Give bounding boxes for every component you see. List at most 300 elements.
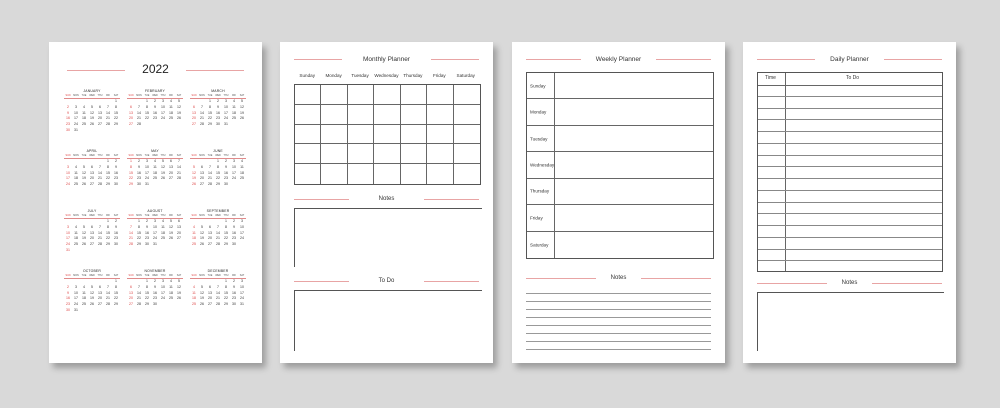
weekday-abbr: SUN xyxy=(65,274,71,277)
day-label: Tuesday xyxy=(530,136,548,142)
day-number: 19 xyxy=(82,176,86,181)
weekday-abbr: MON xyxy=(136,94,142,97)
time-slot[interactable] xyxy=(758,238,942,250)
day-number: 11 xyxy=(82,110,86,115)
day-number: 6 xyxy=(130,104,132,109)
day-number: 26 xyxy=(200,242,204,247)
day-number: 10 xyxy=(161,104,165,109)
month-block xyxy=(190,208,246,248)
time-slot[interactable] xyxy=(758,261,942,273)
day-cell[interactable] xyxy=(321,144,347,164)
weekday-abbr: MON xyxy=(199,274,205,277)
day-number: 13 xyxy=(129,110,133,115)
day-number: 20 xyxy=(208,296,212,301)
day-number: 2 xyxy=(233,219,235,223)
day-number: 8 xyxy=(115,284,117,289)
weekday-abbr: THU xyxy=(223,214,229,217)
day-cell[interactable] xyxy=(427,85,453,105)
weekday-abbr: TUE xyxy=(81,274,87,277)
daily-table xyxy=(757,72,943,272)
weekday-abbr: MON xyxy=(73,214,79,217)
day-number: 26 xyxy=(177,296,181,301)
day-number: 9 xyxy=(67,110,69,115)
day-cell[interactable] xyxy=(348,125,374,145)
day-number: 11 xyxy=(153,164,157,169)
day-number: 29 xyxy=(145,302,149,307)
day-number: 11 xyxy=(192,230,196,235)
day-number: 27 xyxy=(177,236,181,241)
day-number: 13 xyxy=(200,170,204,175)
day-number: 22 xyxy=(216,176,220,181)
month-name: AUGUST xyxy=(147,209,163,213)
time-slot[interactable] xyxy=(758,226,942,238)
day-number: 8 xyxy=(225,284,227,289)
note-line xyxy=(526,286,711,294)
day-cell[interactable] xyxy=(295,164,321,184)
notes-area[interactable] xyxy=(294,208,482,267)
day-number: 29 xyxy=(137,242,141,247)
day-number: 27 xyxy=(98,122,102,127)
day-number: 9 xyxy=(146,224,148,229)
day-row[interactable] xyxy=(527,179,713,205)
day-number: 30 xyxy=(66,127,70,132)
day-number: 21 xyxy=(137,116,141,121)
day-number: 19 xyxy=(200,296,204,301)
weekday-abbr: THU xyxy=(223,274,229,277)
day-number: 6 xyxy=(130,284,132,289)
day-cell[interactable] xyxy=(348,164,374,184)
weekday-abbr: WED xyxy=(89,94,95,97)
day-cell[interactable] xyxy=(321,164,347,184)
day-cell[interactable] xyxy=(295,85,321,105)
day-number: 17 xyxy=(161,110,165,115)
day-number: 15 xyxy=(208,110,212,115)
notes-lines[interactable] xyxy=(526,286,711,350)
day-number: 16 xyxy=(153,290,157,295)
day-number: 20 xyxy=(208,236,212,241)
day-number: 17 xyxy=(232,170,236,175)
day-number: 9 xyxy=(233,224,235,229)
day-row[interactable] xyxy=(527,126,713,152)
day-cell[interactable] xyxy=(374,85,400,105)
day-number: 29 xyxy=(216,182,220,187)
day-number: 1 xyxy=(107,159,109,163)
day-number: 20 xyxy=(129,296,133,301)
weekday-abbr: MON xyxy=(136,214,142,217)
day-number: 7 xyxy=(99,224,101,229)
day-number: 3 xyxy=(241,279,243,283)
day-number: 28 xyxy=(98,242,102,247)
weekday-label: Monday xyxy=(325,73,342,78)
day-number: 3 xyxy=(67,164,69,169)
day-number: 28 xyxy=(216,302,220,307)
day-cell[interactable] xyxy=(348,105,374,125)
weekday-abbr: TUE xyxy=(81,154,87,157)
month-name: FEBRUARY xyxy=(144,89,165,93)
day-number: 14 xyxy=(98,230,102,235)
day-number: 24 xyxy=(224,116,228,121)
time-slot[interactable] xyxy=(758,156,942,168)
day-cell[interactable] xyxy=(401,164,427,184)
day-grid xyxy=(190,99,246,128)
day-number: 28 xyxy=(208,182,212,187)
day-number: 30 xyxy=(232,302,236,307)
day-number: 24 xyxy=(161,116,165,121)
day-cell[interactable] xyxy=(427,125,453,145)
weekday-abbr: TUE xyxy=(144,94,150,97)
day-number: 26 xyxy=(82,242,86,247)
day-number: 9 xyxy=(115,224,117,229)
weekday-abbr: THU xyxy=(223,154,229,157)
day-number: 6 xyxy=(209,224,211,229)
day-cell[interactable] xyxy=(427,144,453,164)
day-number: 1 xyxy=(138,219,140,223)
day-number: 23 xyxy=(232,236,236,241)
weekly-planner-page xyxy=(512,42,725,363)
day-number: 4 xyxy=(170,99,172,103)
time-slot[interactable] xyxy=(758,120,942,132)
day-cell[interactable] xyxy=(401,85,427,105)
weekday-abbr: FRI xyxy=(106,154,110,157)
time-slot[interactable] xyxy=(758,250,942,262)
day-cell[interactable] xyxy=(374,144,400,164)
header-rule-right xyxy=(186,70,244,71)
day-number: 30 xyxy=(137,182,141,187)
time-slots[interactable] xyxy=(758,85,942,271)
day-number: 7 xyxy=(107,284,109,289)
weekday-abbr: FRI xyxy=(106,94,110,97)
day-cell[interactable] xyxy=(321,105,347,125)
day-number: 6 xyxy=(99,104,101,109)
day-number: 16 xyxy=(66,296,70,301)
day-number: 24 xyxy=(153,236,157,241)
weekday-label: Thursday xyxy=(403,73,423,78)
day-number: 27 xyxy=(169,176,173,181)
time-slot[interactable] xyxy=(758,109,942,121)
day-row[interactable] xyxy=(527,152,713,178)
day-number: 17 xyxy=(224,110,228,115)
day-number: 30 xyxy=(114,182,118,187)
day-number: 19 xyxy=(192,176,196,181)
time-slot[interactable] xyxy=(758,179,942,191)
day-number: 18 xyxy=(153,170,157,175)
day-number: 23 xyxy=(66,302,70,307)
day-number: 28 xyxy=(137,302,141,307)
day-cell[interactable] xyxy=(374,125,400,145)
day-number: 2 xyxy=(115,219,117,223)
day-number: 17 xyxy=(66,176,70,181)
day-number: 13 xyxy=(129,290,133,295)
day-number: 30 xyxy=(145,242,149,247)
day-number: 13 xyxy=(208,230,212,235)
weekday-abbr: TUE xyxy=(207,214,213,217)
weekday-abbr: FRI xyxy=(232,94,236,97)
day-number: 22 xyxy=(224,296,228,301)
weekday-abbr: SUN xyxy=(65,154,71,157)
monthly-planner-page xyxy=(280,42,493,363)
weekday-abbr: MON xyxy=(73,94,79,97)
day-number: 7 xyxy=(178,159,180,163)
day-label: Monday xyxy=(530,109,547,115)
month-block xyxy=(127,148,183,188)
day-number: 25 xyxy=(82,122,86,127)
day-number: 25 xyxy=(192,242,196,247)
day-cell[interactable] xyxy=(454,144,480,164)
day-number: 16 xyxy=(114,170,118,175)
day-number: 18 xyxy=(240,170,244,175)
day-number: 4 xyxy=(162,219,164,223)
day-number: 1 xyxy=(217,159,219,163)
day-row[interactable] xyxy=(527,205,713,231)
day-number: 6 xyxy=(170,159,172,163)
day-cell[interactable] xyxy=(427,105,453,125)
day-number: 27 xyxy=(208,242,212,247)
day-cell[interactable] xyxy=(454,164,480,184)
day-number: 19 xyxy=(177,110,181,115)
notes-title-row xyxy=(294,194,479,206)
month-block xyxy=(190,88,246,128)
time-slot[interactable] xyxy=(758,167,942,179)
time-slot[interactable] xyxy=(758,191,942,203)
day-number: 24 xyxy=(240,236,244,241)
day-number: 20 xyxy=(98,296,102,301)
todo-area[interactable] xyxy=(294,290,482,351)
day-row[interactable] xyxy=(527,73,713,99)
notes-rule-right xyxy=(872,283,942,284)
day-number: 14 xyxy=(98,170,102,175)
day-number: 19 xyxy=(177,290,181,295)
day-number: 3 xyxy=(67,224,69,229)
day-number: 14 xyxy=(208,170,212,175)
day-number: 13 xyxy=(208,290,212,295)
day-number: 24 xyxy=(74,122,78,127)
notes-area[interactable] xyxy=(757,292,944,351)
day-number: 1 xyxy=(225,279,227,283)
day-number: 26 xyxy=(169,236,173,241)
day-number: 3 xyxy=(75,104,77,109)
day-cell[interactable] xyxy=(427,164,453,184)
day-number: 18 xyxy=(82,116,86,121)
weekday-abbr: TUE xyxy=(81,214,87,217)
day-grid xyxy=(127,279,183,308)
day-number: 23 xyxy=(114,176,118,181)
day-number: 19 xyxy=(90,116,94,121)
day-row[interactable] xyxy=(527,232,713,258)
day-number: 16 xyxy=(232,290,236,295)
day-cell[interactable] xyxy=(348,144,374,164)
weekday-abbr: FRI xyxy=(106,274,110,277)
day-cell[interactable] xyxy=(295,144,321,164)
todo-title: To Do xyxy=(378,278,395,284)
day-number: 23 xyxy=(137,176,141,181)
weekday-abbr: SUN xyxy=(128,94,134,97)
day-grid xyxy=(64,279,120,314)
weekday-abbr: FRI xyxy=(169,214,173,217)
day-cell[interactable] xyxy=(321,85,347,105)
day-number: 7 xyxy=(130,224,132,229)
day-number: 29 xyxy=(224,242,228,247)
day-number: 10 xyxy=(66,170,70,175)
day-number: 27 xyxy=(90,242,94,247)
day-number: 2 xyxy=(154,279,156,283)
note-line xyxy=(526,334,711,342)
day-number: 5 xyxy=(201,284,203,289)
day-number: 1 xyxy=(146,99,148,103)
day-number: 2 xyxy=(67,284,69,289)
day-number: 16 xyxy=(137,170,141,175)
weekday-label: Saturday xyxy=(456,73,475,78)
month-block xyxy=(64,268,120,314)
day-cell[interactable] xyxy=(348,85,374,105)
time-slot[interactable] xyxy=(758,85,942,97)
day-number: 15 xyxy=(145,110,149,115)
day-number: 13 xyxy=(98,110,102,115)
day-number: 15 xyxy=(114,110,118,115)
todo-title-row xyxy=(294,276,479,288)
day-label: Sunday xyxy=(530,83,546,89)
weekday-abbr: WED xyxy=(89,154,95,157)
weekday-label: Sunday xyxy=(299,73,315,78)
day-cell[interactable] xyxy=(401,125,427,145)
day-number: 30 xyxy=(216,122,220,127)
weekday-abbr: THU xyxy=(160,214,166,217)
day-number: 4 xyxy=(83,284,85,289)
day-number: 21 xyxy=(106,116,110,121)
day-cell[interactable] xyxy=(401,144,427,164)
weekday-abbr: WED xyxy=(215,94,221,97)
notes-title-row xyxy=(526,273,711,285)
day-number: 8 xyxy=(146,284,148,289)
weekday-abbr: SAT xyxy=(176,94,182,97)
time-slot[interactable] xyxy=(758,144,942,156)
day-number: 15 xyxy=(224,290,228,295)
day-number: 11 xyxy=(169,284,173,289)
day-cell[interactable] xyxy=(454,85,480,105)
day-number: 15 xyxy=(216,170,220,175)
day-number: 17 xyxy=(153,230,157,235)
weekday-abbr: SAT xyxy=(239,214,245,217)
day-number: 3 xyxy=(162,99,164,103)
day-cell[interactable] xyxy=(454,105,480,125)
day-number: 4 xyxy=(154,159,156,163)
day-number: 19 xyxy=(82,236,86,241)
page-title: Monthly Planner xyxy=(363,56,410,63)
notes-title: Notes xyxy=(841,280,858,286)
day-number: 25 xyxy=(192,302,196,307)
day-number: 31 xyxy=(66,247,70,252)
time-slot[interactable] xyxy=(758,97,942,109)
day-number: 29 xyxy=(208,122,212,127)
day-number: 12 xyxy=(200,230,204,235)
day-number: 5 xyxy=(83,164,85,169)
day-grid xyxy=(190,279,246,308)
day-number: 11 xyxy=(232,104,236,109)
day-number: 28 xyxy=(106,122,110,127)
weekday-abbr: THU xyxy=(97,274,103,277)
day-number: 7 xyxy=(107,104,109,109)
day-number: 30 xyxy=(114,242,118,247)
title-rule-right xyxy=(656,59,711,60)
day-number: 2 xyxy=(154,99,156,103)
day-number: 4 xyxy=(193,224,195,229)
day-number: 29 xyxy=(114,302,118,307)
day-grid xyxy=(64,99,120,134)
day-grid xyxy=(127,219,183,248)
day-number: 10 xyxy=(232,164,236,169)
weekday-abbr: SUN xyxy=(191,154,197,157)
time-slot[interactable] xyxy=(758,132,942,144)
day-number: 12 xyxy=(177,104,181,109)
day-cell[interactable] xyxy=(374,164,400,184)
day-cell[interactable] xyxy=(401,105,427,125)
day-number: 3 xyxy=(241,219,243,223)
month-name: OCTOBER xyxy=(82,269,102,273)
day-grid xyxy=(64,219,120,254)
yearly-calendar-page xyxy=(49,42,262,363)
day-number: 9 xyxy=(154,284,156,289)
day-number: 25 xyxy=(82,302,86,307)
day-cell[interactable] xyxy=(295,105,321,125)
day-number: 16 xyxy=(224,170,228,175)
day-label: Friday xyxy=(530,215,543,221)
day-number: 3 xyxy=(154,219,156,223)
note-line xyxy=(526,318,711,326)
day-cell[interactable] xyxy=(321,125,347,145)
day-number: 23 xyxy=(66,122,70,127)
day-number: 16 xyxy=(216,110,220,115)
day-number: 3 xyxy=(162,279,164,283)
day-number: 18 xyxy=(169,110,173,115)
weekday-abbr: FRI xyxy=(169,154,173,157)
day-number: 19 xyxy=(169,230,173,235)
day-number: 13 xyxy=(90,170,94,175)
month-block xyxy=(127,208,183,248)
month-block xyxy=(64,208,120,254)
weekday-abbr: FRI xyxy=(106,214,110,217)
day-number: 20 xyxy=(169,170,173,175)
month-grid xyxy=(294,84,481,185)
day-number: 26 xyxy=(200,302,204,307)
weekday-abbr: SUN xyxy=(128,154,134,157)
time-slot[interactable] xyxy=(758,203,942,215)
weekday-abbr: SUN xyxy=(128,274,134,277)
day-number: 21 xyxy=(200,116,204,121)
day-number: 10 xyxy=(74,290,78,295)
day-number: 27 xyxy=(129,122,133,127)
day-number: 4 xyxy=(83,104,85,109)
weekday-abbr: WED xyxy=(215,214,221,217)
day-number: 22 xyxy=(106,236,110,241)
weekday-abbr: MON xyxy=(199,154,205,157)
day-number: 20 xyxy=(90,236,94,241)
day-cell[interactable] xyxy=(454,125,480,145)
day-number: 27 xyxy=(129,302,133,307)
title-rule-right xyxy=(431,59,479,60)
day-cell[interactable] xyxy=(295,125,321,145)
time-slot[interactable] xyxy=(758,214,942,226)
weekday-abbr: WED xyxy=(152,274,158,277)
day-number: 20 xyxy=(129,116,133,121)
daily-title-row xyxy=(757,53,942,67)
day-number: 15 xyxy=(106,170,110,175)
day-row[interactable] xyxy=(527,99,713,125)
day-number: 5 xyxy=(91,284,93,289)
day-number: 12 xyxy=(200,290,204,295)
day-number: 5 xyxy=(178,99,180,103)
day-number: 4 xyxy=(233,99,235,103)
day-number: 2 xyxy=(217,99,219,103)
day-cell[interactable] xyxy=(374,105,400,125)
